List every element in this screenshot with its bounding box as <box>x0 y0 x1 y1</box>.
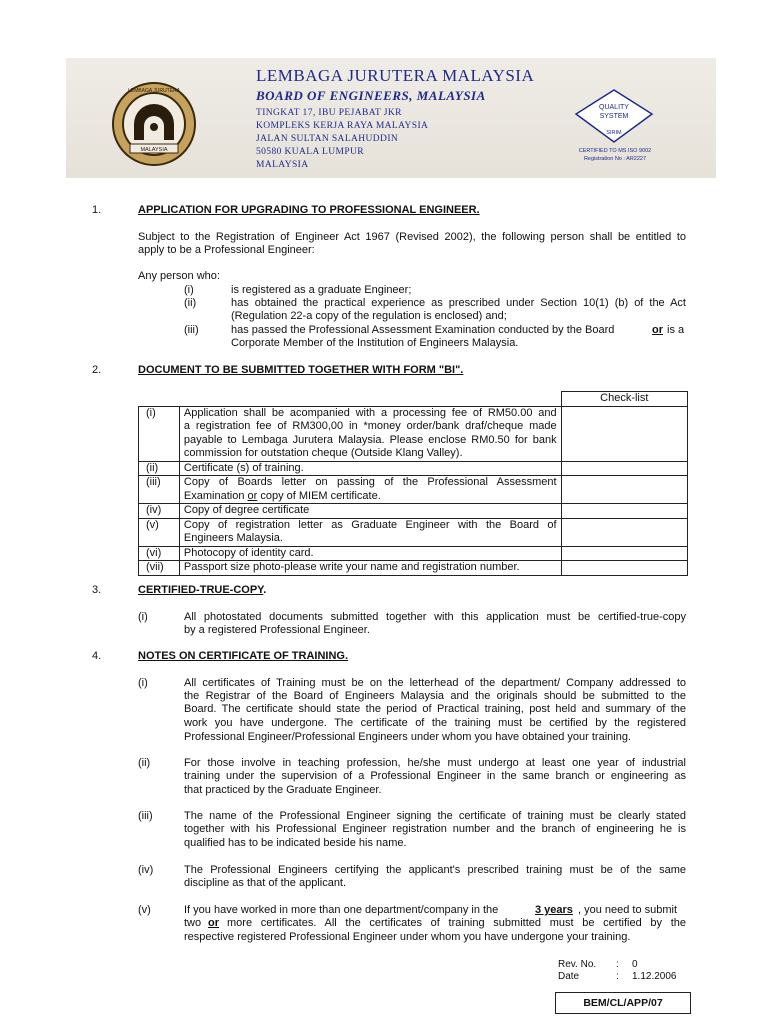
s1-iii-num: (iii) <box>184 324 199 336</box>
table-row <box>139 504 688 519</box>
s4-i-line-1: All certificates of Training must be on the letterhead of the department/ Company addressed to <box>184 677 686 689</box>
address-line-2: KOMPLEKS KERJA RAYA MALAYSIA <box>256 121 429 131</box>
row-4-checkbox[interactable] <box>561 504 687 519</box>
s4-v-or: or <box>208 917 219 929</box>
s1-para-line-2: apply to be a Professional Engineer: <box>138 244 315 256</box>
row-1-desc <box>179 406 561 461</box>
s4-iv-line-1: The Professional Engineers certifying the applicant's prescribed training must be of the same <box>184 864 686 876</box>
row-3-num: (iii) <box>139 476 180 504</box>
row-3-or: or <box>247 489 258 502</box>
qs-label-2: SYSTEM <box>599 113 629 120</box>
s1-ii-line-2: (Regulation 22-a copy of the regulation is enclosed) and; <box>231 310 507 322</box>
row-2-num: (ii) <box>139 461 180 476</box>
s1-ii-line-1: has obtained the practical experience as prescribed under Section 10(1) (b) of the Act <box>231 297 686 309</box>
row-3-checkbox[interactable] <box>561 476 687 504</box>
s4-ii-line-3: that practiced by the Graduate Engineer. <box>184 784 382 796</box>
row-7-desc: Passport size photo-please write your name and registration number. <box>179 561 561 576</box>
checklist-header-row <box>139 392 688 407</box>
s4-number: 4. <box>92 650 102 662</box>
rev-label: Rev. No. <box>558 959 597 970</box>
row-2-desc: Certificate (s) of training. <box>179 461 561 476</box>
s3-title-wrap <box>138 584 266 598</box>
s2-number: 2. <box>92 364 102 376</box>
row-2-checkbox[interactable] <box>561 461 687 476</box>
s4-iii-line-3: qualified has to be indicated beside his name. <box>184 837 407 849</box>
table-row <box>139 546 688 561</box>
table-row <box>139 518 688 546</box>
s1-iii-line-2: Corporate Member of the Institution of Engineers Malaysia. <box>231 337 519 349</box>
s4-v-years: 3 years <box>535 904 573 916</box>
s1-ii-num: (ii) <box>184 297 197 309</box>
row-5-desc <box>179 518 561 546</box>
s2-title: DOCUMENT TO BE SUBMITTED TOGETHER WITH FORM "BI". <box>138 364 464 376</box>
date-value: 1.12.2006 <box>632 971 677 982</box>
rev-colon: : <box>616 959 619 970</box>
row-1-num: (i) <box>139 406 180 461</box>
s4-i-line-5: Professional Engineer/Professional Engineers under whom you have obtained your training. <box>184 731 631 743</box>
s4-iii-line-1: The name of the Professional Engineer signing the certificate of training must be clearly stated <box>184 810 686 822</box>
s4-v-num: (v) <box>138 904 151 916</box>
row-5-line-2: Engineers Malaysia. <box>183 532 283 544</box>
table-row <box>139 406 688 461</box>
row-3-line-2a: Examination <box>183 489 245 502</box>
quality-system-icon <box>574 88 654 144</box>
checklist-table <box>138 391 688 576</box>
doc-code: BEM/CL/APP/07 <box>555 992 691 1014</box>
s1-para-line-1: Subject to the Registration of Engineer Act 1967 (Revised 2002), the following person shall be entitled to <box>138 231 686 243</box>
qs-reg: Registration No : AR2227 <box>583 156 647 162</box>
row-1-line-4: commission for outstation cheque (Outside Klang Valley). <box>183 447 463 459</box>
row-4-num: (iv) <box>139 504 180 519</box>
row-3-desc <box>179 476 561 504</box>
table-row <box>139 476 688 504</box>
letterhead <box>66 58 716 178</box>
s1-iii-line-1a: has passed the Professional Assessment Examination conducted by the Board <box>231 324 615 336</box>
row-1-line-2: a registration fee of RM300,00 in *money order/bank draf/cheque made <box>183 420 557 432</box>
date-label: Date <box>558 971 580 982</box>
row-5-num: (v) <box>139 518 180 546</box>
bem-logo-icon <box>110 80 198 168</box>
s4-i-line-2: the Registrar of the Board of Engineers Malaysia and the originals should be submitted to the <box>184 690 686 702</box>
row-6-num: (vi) <box>139 546 180 561</box>
org-name: LEMBAGA JURUTERA MALAYSIA <box>256 66 535 85</box>
row-3-line-1: Copy of Boards letter on passing of the Professional Assessment <box>183 476 557 488</box>
address-line-3: JALAN SULTAN SALAHUDDIN <box>256 134 399 144</box>
s3-number: 3. <box>92 584 102 596</box>
s4-i-num: (i) <box>138 677 148 689</box>
s4-iii-num: (iii) <box>138 810 153 822</box>
logo-bottom-text: MALAYSIA <box>140 147 168 153</box>
s4-i-line-3: Board. The certificate should state the period of Practical training, post held and summary of the <box>184 703 686 715</box>
qs-brand: SIRIM <box>606 130 622 136</box>
table-row <box>139 461 688 476</box>
s4-title: NOTES ON CERTIFICATE OF TRAINING. <box>138 650 349 662</box>
address-line-1: TINGKAT 17, IBU PEJABAT JKR <box>256 108 402 118</box>
row-1-checkbox[interactable] <box>561 406 687 461</box>
row-6-checkbox[interactable] <box>561 546 687 561</box>
s1-iii-line-1b: is a <box>667 324 685 336</box>
s1-i-num: (i) <box>184 284 194 296</box>
s3-title-dot: . <box>263 584 267 596</box>
s4-iv-line-2: discipline as that of the applicant. <box>184 877 347 889</box>
s3-title: CERTIFIED-TRUE-COPY <box>138 584 264 596</box>
address-line-4: 50580 KUALA LUMPUR <box>256 147 365 157</box>
s3-i-line-2: by a registered Professional Engineer. <box>184 624 370 636</box>
qs-cert: CERTIFIED TO MS ISO 9002 <box>578 148 652 154</box>
row-5-checkbox[interactable] <box>561 518 687 546</box>
row-7-num: (vii) <box>139 561 180 576</box>
s1-number: 1. <box>92 204 102 216</box>
s4-ii-line-2: training under the supervision of a Professional Engineer in the same branch or engineering as <box>184 770 686 782</box>
s4-v-line-2b: more certificates. All the certificates of training submitted must be certified by the <box>227 917 686 929</box>
s4-ii-line-1: For those involve in teaching profession, he/she must undergo at least one year of industrial <box>184 757 686 769</box>
row-5-line-1: Copy of registration letter as Graduate Engineer with the Board of <box>183 518 557 531</box>
org-name-en: BOARD OF ENGINEERS, MALAYSIA <box>256 88 486 103</box>
checklist-header-blank <box>139 392 562 407</box>
s1-title: APPLICATION FOR UPGRADING TO PROFESSIONAL ENGINEER. <box>138 204 480 216</box>
s4-iii-line-2: together with his Professional Engineer registration number and the branch of engineering he is <box>184 823 686 835</box>
s3-i-line-1: All photostated documents submitted together with this application must be certified-true-copy <box>184 611 686 623</box>
row-1-line-3: payable to Lembaga Jurutera Malaysia. Please enclose RM0.50 for bank <box>183 433 557 446</box>
s3-i-num: (i) <box>138 611 148 623</box>
s4-v-line-3: respective registered Professional Engineer under whom you have undergone your training. <box>184 931 631 943</box>
s4-iv-num: (iv) <box>138 864 154 876</box>
s4-v-line-2a: two <box>184 917 202 929</box>
s4-v-line-1b: , you need to submit <box>578 904 678 916</box>
row-3-line-2b: copy of MIEM certificate. <box>260 489 381 502</box>
rev-value: 0 <box>632 959 638 970</box>
row-4-desc: Copy of degree certificate <box>179 504 561 519</box>
s4-i-line-4: work you have undergone. The certificate of the training must be certified by the registered <box>184 717 686 729</box>
row-7-checkbox[interactable] <box>561 561 687 576</box>
row-3-line-2 <box>184 490 557 504</box>
address-line-5: MALAYSIA <box>256 160 309 170</box>
date-colon: : <box>616 971 619 982</box>
qs-label-1: QUALITY <box>599 104 629 111</box>
row-6-desc: Photocopy of identity card. <box>179 546 561 561</box>
s1-i-text: is registered as a graduate Engineer; <box>231 284 412 296</box>
s4-ii-num: (ii) <box>138 757 151 769</box>
s1-any-person: Any person who: <box>138 270 220 282</box>
table-row <box>139 561 688 576</box>
s1-iii-or: or <box>652 324 663 336</box>
s4-v-line-1a: If you have worked in more than one department/company in the <box>184 904 499 916</box>
row-1-line-1: Application shall be acompanied with a processing fee of RM50.00 and <box>183 406 557 419</box>
checklist-header: Check-list <box>561 392 687 407</box>
logo-top-text: LEMBAGA JURUTERA <box>128 88 180 94</box>
